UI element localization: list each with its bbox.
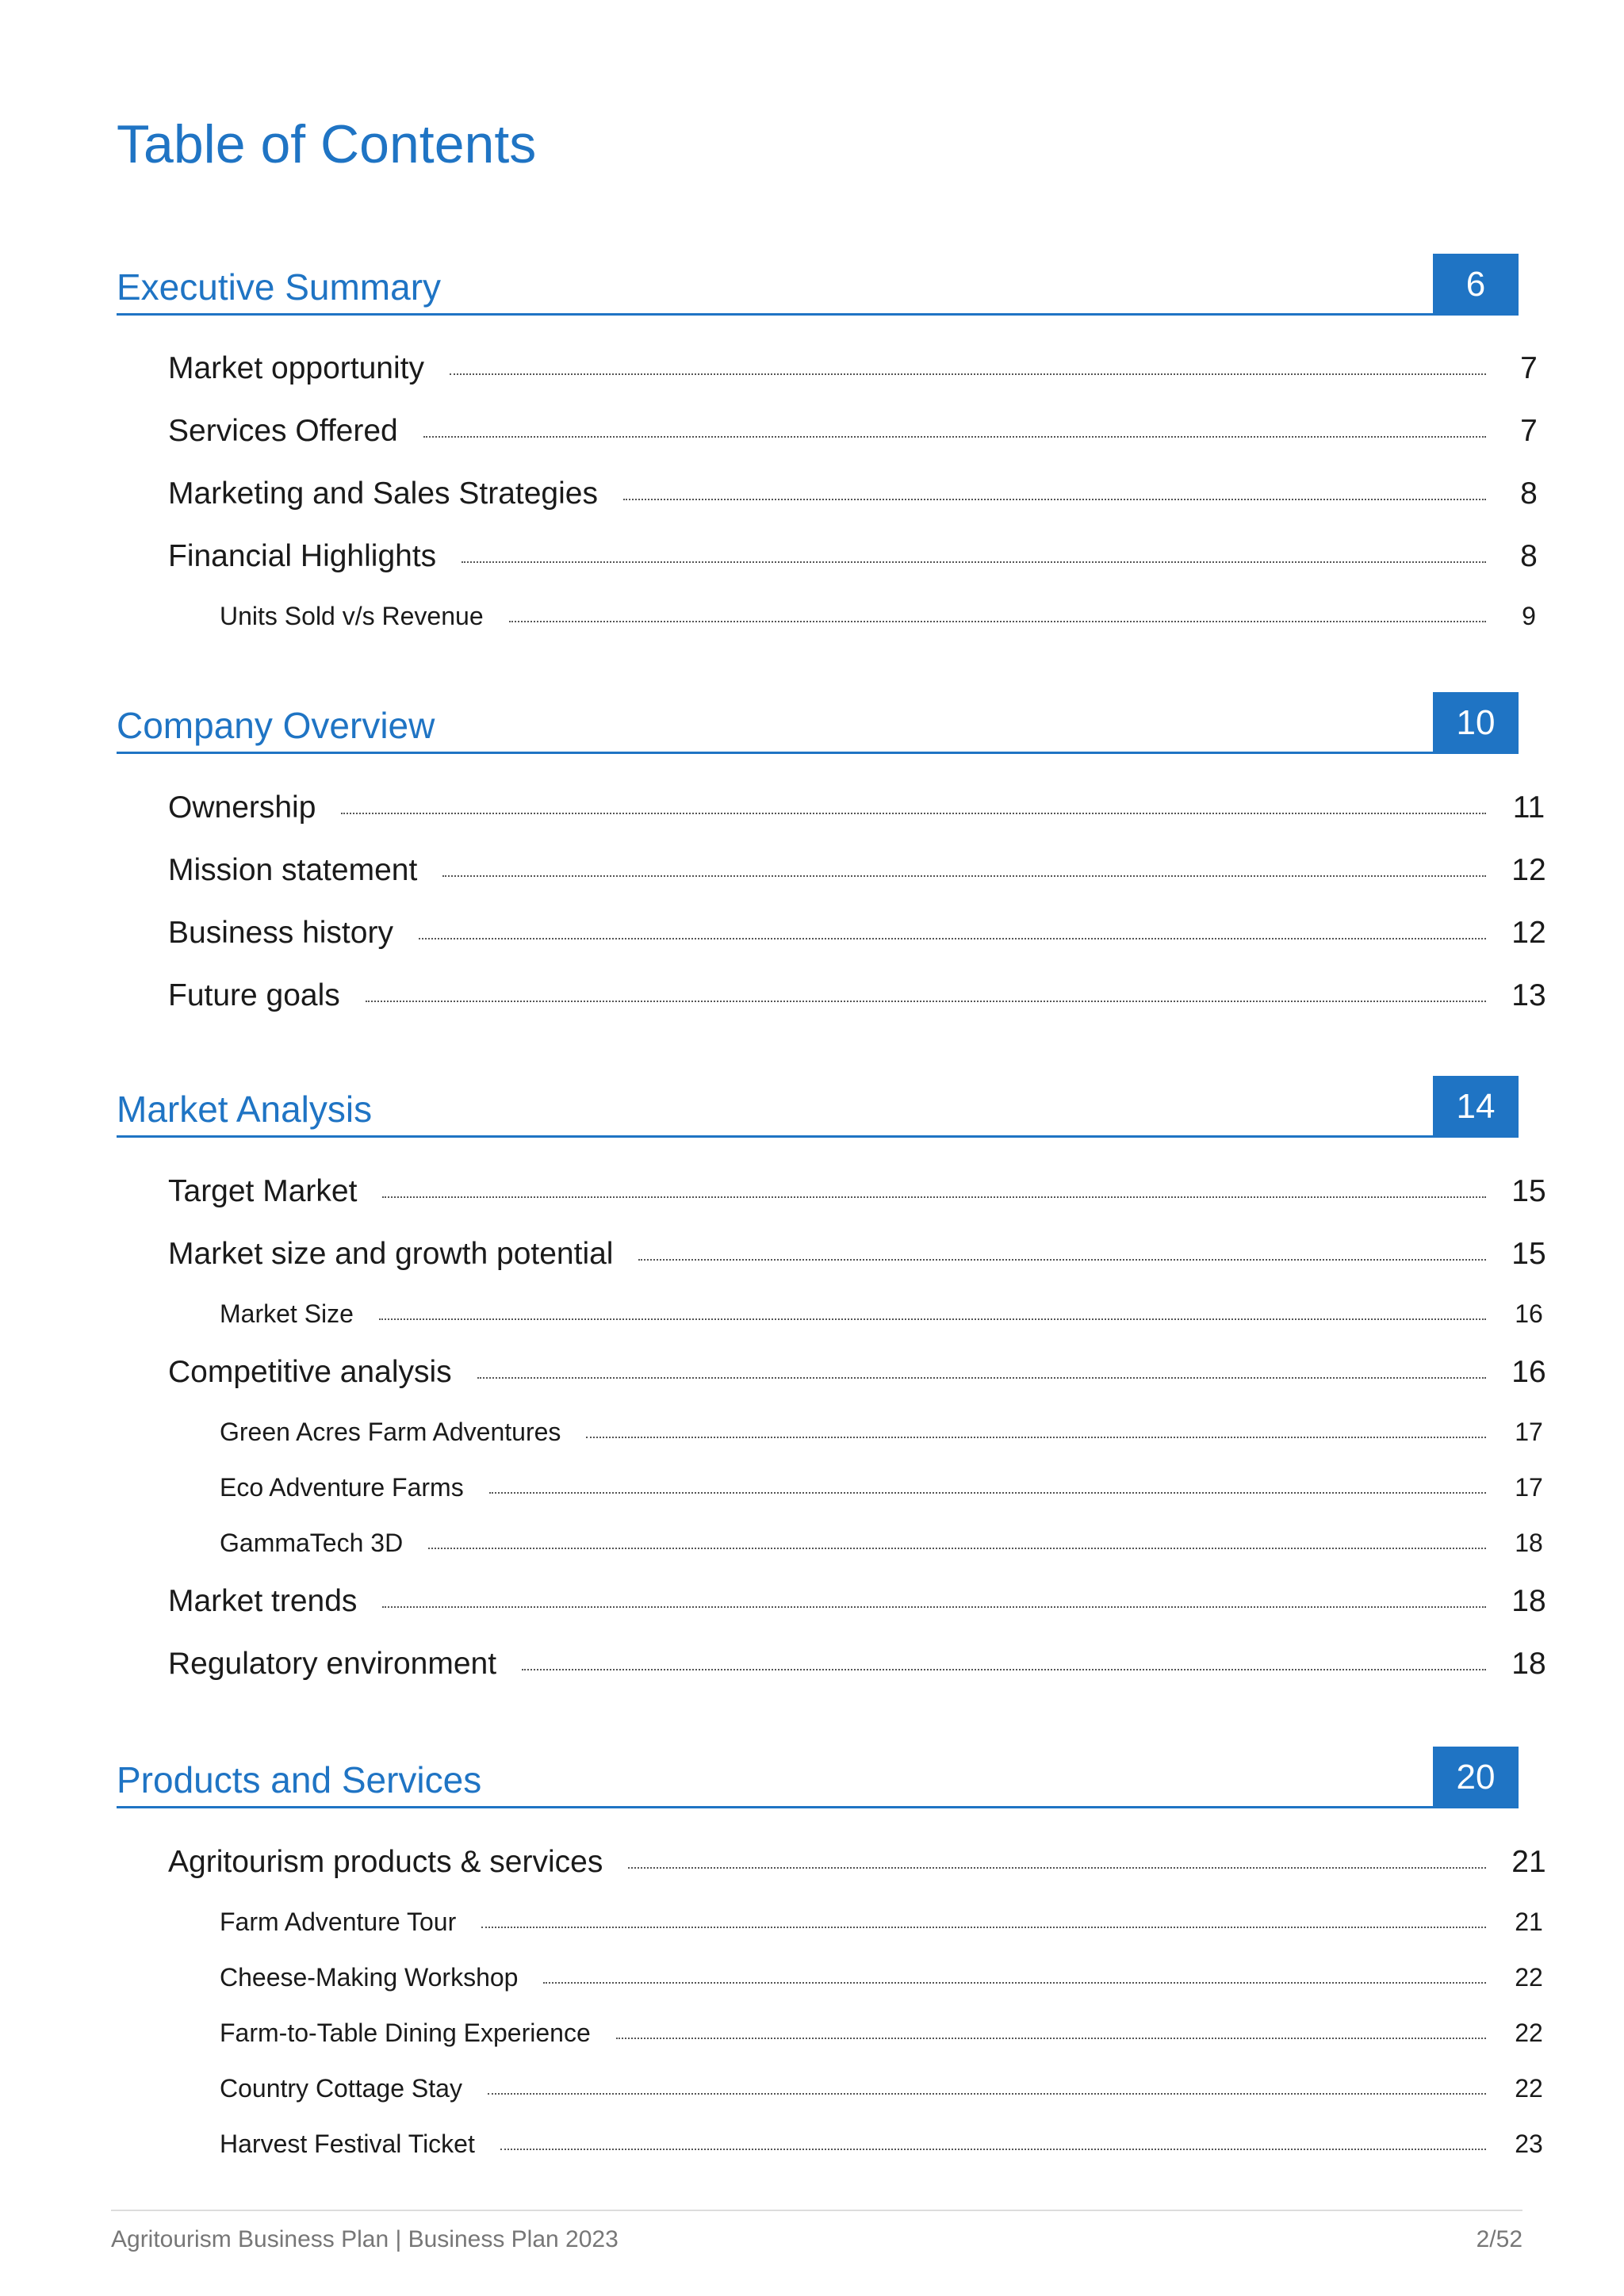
toc-entry[interactable] xyxy=(168,534,1538,579)
toc-entry-title[interactable]: Harvest Festival Ticket xyxy=(220,2129,475,2158)
toc-entry-page: 21 xyxy=(1511,1845,1546,1879)
toc-subentry[interactable] xyxy=(220,1900,1543,1944)
toc-entry-page: 15 xyxy=(1511,1237,1546,1271)
dot-leader xyxy=(628,1867,1486,1869)
toc-entry-page: 8 xyxy=(1520,476,1538,511)
toc-entry[interactable] xyxy=(168,786,1545,830)
dot-leader xyxy=(341,813,1486,814)
toc-entry-page: 7 xyxy=(1520,351,1538,385)
toc-entry-title[interactable]: Agritourism products & services xyxy=(168,1845,603,1879)
toc-entry-title[interactable]: Mission statement xyxy=(168,853,418,887)
dot-leader xyxy=(379,1318,1486,1320)
toc-entry-title[interactable]: Business history xyxy=(168,916,393,950)
toc-subentry[interactable] xyxy=(220,2122,1543,2166)
toc-entry-page: 9 xyxy=(1522,601,1536,630)
toc-entry-title[interactable]: Market size and growth potential xyxy=(168,1237,614,1271)
section-header[interactable] xyxy=(117,692,1519,754)
toc-entry-title[interactable]: Units Sold v/s Revenue xyxy=(220,601,484,630)
toc-entry-title[interactable]: Competitive analysis xyxy=(168,1355,452,1389)
section-page-badge: 14 xyxy=(1433,1076,1519,1138)
footer-document-title: Agritourism Business Plan | Business Plan 2023 xyxy=(111,2226,619,2252)
toc-subentry[interactable] xyxy=(220,1292,1543,1336)
toc-entry-title[interactable]: Ownership xyxy=(168,790,316,825)
toc-entry[interactable] xyxy=(168,848,1546,893)
toc-entry-page: 21 xyxy=(1515,1907,1543,1936)
toc-entry-title[interactable]: Cheese-Making Workshop xyxy=(220,1962,519,1992)
dot-leader xyxy=(366,1001,1486,1002)
dot-leader xyxy=(500,2149,1486,2150)
section-title[interactable]: Executive Summary xyxy=(117,266,442,308)
toc-entry[interactable] xyxy=(168,472,1538,516)
dot-leader xyxy=(489,1492,1486,1494)
page-title: Table of Contents xyxy=(117,114,537,174)
dot-leader xyxy=(450,373,1486,375)
dot-leader xyxy=(509,621,1486,622)
toc-subentry[interactable] xyxy=(220,594,1536,638)
dot-leader xyxy=(442,875,1486,877)
dot-leader xyxy=(428,1548,1486,1549)
toc-entry-title[interactable]: Regulatory environment xyxy=(168,1647,497,1681)
toc-entry-page: 18 xyxy=(1511,1584,1546,1618)
section-title[interactable]: Company Overview xyxy=(117,705,435,746)
toc-entry-title[interactable]: Financial Highlights xyxy=(168,539,437,573)
section-title[interactable]: Market Analysis xyxy=(117,1089,373,1130)
toc-entry[interactable] xyxy=(168,974,1546,1018)
toc-entry[interactable] xyxy=(168,1579,1546,1624)
toc-entry-title[interactable]: Market trends xyxy=(168,1584,358,1618)
toc-entry-page: 17 xyxy=(1515,1417,1543,1446)
dot-leader xyxy=(382,1606,1486,1608)
section-title[interactable]: Products and Services xyxy=(117,1759,482,1800)
toc-entry-page: 18 xyxy=(1511,1647,1546,1681)
dot-leader xyxy=(586,1437,1486,1438)
toc-entry-title[interactable]: Services Offered xyxy=(168,414,398,448)
toc-entry-title[interactable]: Farm Adventure Tour xyxy=(220,1907,457,1936)
toc-entry-page: 18 xyxy=(1515,1528,1543,1557)
toc-entry-page: 7 xyxy=(1520,414,1538,448)
toc-entry-page: 22 xyxy=(1515,2018,1543,2047)
toc-entry-page: 12 xyxy=(1511,916,1546,950)
toc-entry[interactable] xyxy=(168,1169,1546,1214)
dot-leader xyxy=(477,1377,1486,1379)
dot-leader xyxy=(423,436,1486,438)
footer-page-number: 2/52 xyxy=(1476,2226,1522,2252)
toc-entry[interactable] xyxy=(168,409,1538,453)
toc-subentry[interactable] xyxy=(220,1410,1543,1454)
toc-entry-page: 22 xyxy=(1515,2073,1543,2103)
toc-entry-title[interactable]: Market Size xyxy=(220,1299,354,1328)
toc-entry-title[interactable]: Marketing and Sales Strategies xyxy=(168,476,598,511)
toc-entry-page: 8 xyxy=(1520,539,1538,573)
toc-subentry[interactable] xyxy=(220,2066,1543,2110)
toc-entry[interactable] xyxy=(168,1350,1546,1395)
toc-entry-title[interactable]: Green Acres Farm Adventures xyxy=(220,1417,561,1446)
dot-leader xyxy=(488,2093,1486,2095)
toc-entry-page: 23 xyxy=(1515,2129,1543,2158)
section-header[interactable] xyxy=(117,1076,1519,1138)
toc-subentry[interactable] xyxy=(220,1465,1543,1510)
dot-leader xyxy=(462,561,1486,563)
dot-leader xyxy=(623,499,1486,500)
section-page-badge: 10 xyxy=(1433,692,1519,754)
toc-entry-title[interactable]: GammaTech 3D xyxy=(220,1528,404,1557)
toc-subentry[interactable] xyxy=(220,1521,1543,1565)
section-page-badge: 6 xyxy=(1433,254,1519,316)
dot-leader xyxy=(616,2038,1486,2039)
dot-leader xyxy=(419,938,1486,939)
toc-entry-page: 17 xyxy=(1515,1472,1543,1502)
toc-entry-title[interactable]: Farm-to-Table Dining Experience xyxy=(220,2018,591,2047)
dot-leader xyxy=(382,1196,1486,1198)
toc-entry[interactable] xyxy=(168,1232,1546,1276)
toc-subentry[interactable] xyxy=(220,2011,1543,2055)
footer-divider xyxy=(111,2210,1522,2211)
toc-entry-page: 12 xyxy=(1511,853,1546,887)
toc-entry-title[interactable]: Eco Adventure Farms xyxy=(220,1472,464,1502)
toc-entry-page: 13 xyxy=(1511,978,1546,1012)
toc-entry-title[interactable]: Future goals xyxy=(168,978,340,1012)
dot-leader xyxy=(543,1982,1486,1984)
toc-entry-title[interactable]: Target Market xyxy=(168,1174,358,1208)
toc-entry-title[interactable]: Market opportunity xyxy=(168,351,424,385)
toc-entry-title[interactable]: Country Cottage Stay xyxy=(220,2073,462,2103)
toc-entry[interactable] xyxy=(168,1642,1546,1686)
toc-entry[interactable] xyxy=(168,1840,1546,1885)
toc-entry[interactable] xyxy=(168,346,1538,391)
section-page-badge: 20 xyxy=(1433,1747,1519,1808)
toc-entry-page: 16 xyxy=(1515,1299,1543,1328)
toc-entry-page: 22 xyxy=(1515,1962,1543,1992)
toc-entry[interactable] xyxy=(168,911,1546,955)
toc-subentry[interactable] xyxy=(220,1955,1543,1999)
dot-leader xyxy=(522,1669,1486,1670)
toc-entry-page: 15 xyxy=(1511,1174,1546,1208)
dot-leader xyxy=(481,1927,1486,1928)
section-header[interactable] xyxy=(117,254,1519,316)
toc-entry-page: 16 xyxy=(1511,1355,1546,1389)
toc-entry-page: 11 xyxy=(1512,790,1545,825)
dot-leader xyxy=(638,1259,1486,1261)
section-header[interactable] xyxy=(117,1747,1519,1808)
